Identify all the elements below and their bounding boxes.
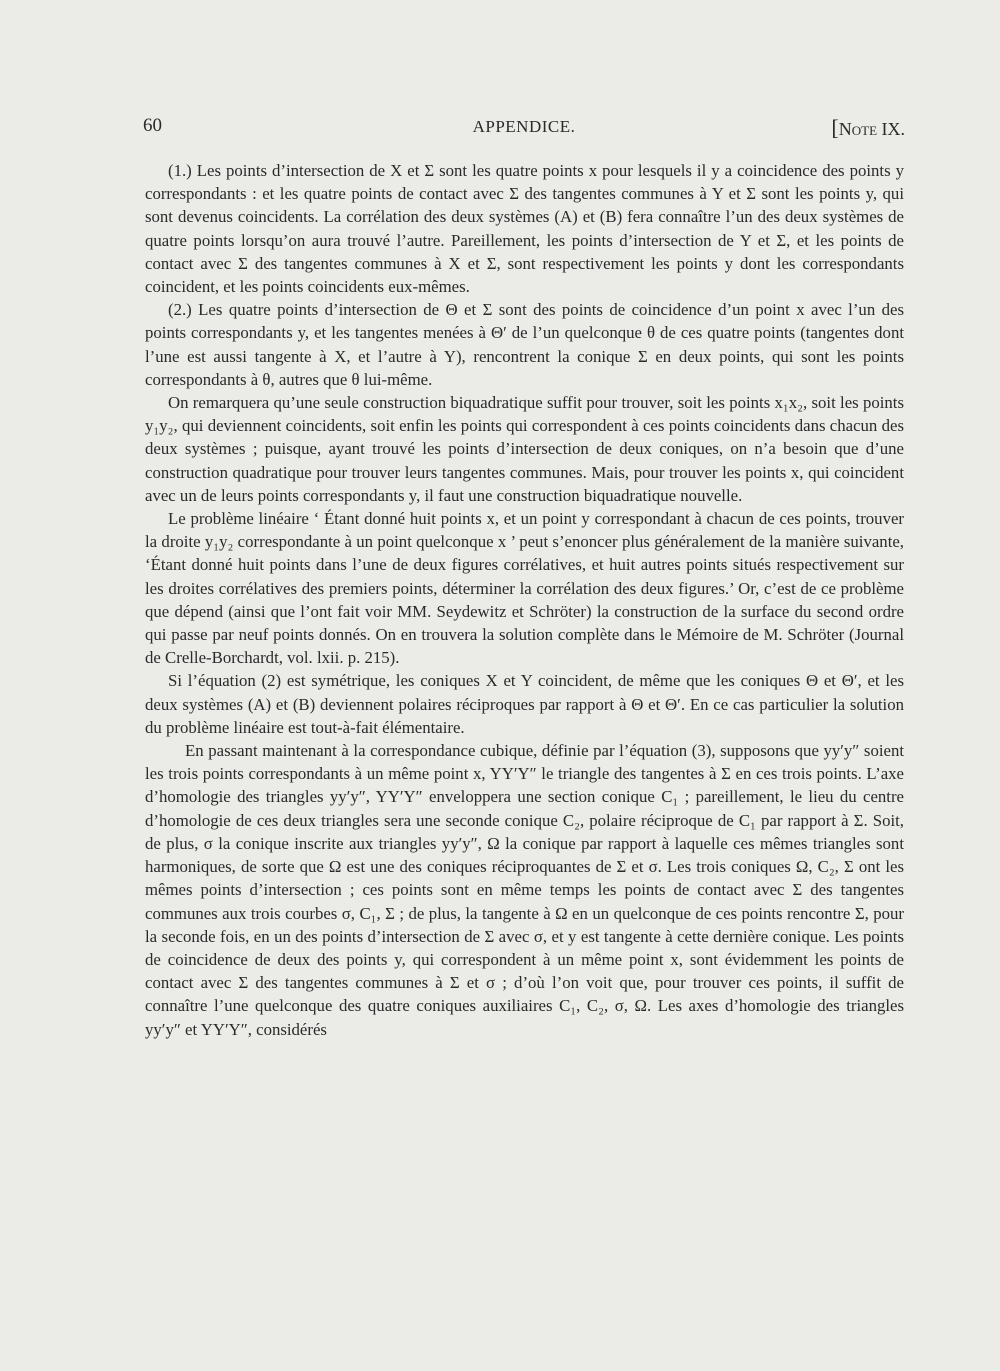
paragraph-6: En passant maintenant à la correspondance cubique, définie par l’équation (3), supposons que yy′y″ soient les trois points correspondants à un même point x, YY′Y″ le triangle des tangentes à Σ en ces trois points. L’axe d’homologie des triangles yy′y″, YY′Y″ enveloppera une section conique C₁ ; pareillement, le lieu du centre d’homologie de ces deux triangles sera une seconde conique C₂, polaire réciproque de C₁ par rapport à Σ. Soit, de plus, σ la conique inscrite aux triangles yy′y″, Ω la conique par rapport à laquelle ces mêmes triangles sont harmoniques, de sorte que Ω est une des coniques réciproquantes de Σ et σ. Les trois coniques Ω, C₂, Σ ont les mêmes points d’intersection ; ces points sont en même temps les points de contact avec Σ des tangentes communes aux trois courbes σ, C₁, Σ ; de plus, la tangente à Ω en un quelconque de ces points rencontre Σ, pour la seconde fois, en un des points d’intersection de Σ avec σ, et y est tangente à cette dernière conique. Les points de coincidence de deux des points y, qui correspondent à un même point x, sont évidemment les points de contact avec Σ des tangentes communes à Σ et σ ; d’où l’on voit que, pour trouver ces points, il suffit de connaître l’une quelconque des quatre coniques auxiliaires C₁, C₂, σ, Ω. Les axes d’homologie des triangles yy′y″ et YY′Y″, considérés bbox=[145, 741, 904, 1039]
paragraph-5: Si l’équation (2) est symétrique, les coniques X et Y coincident, de même que les coniques Θ et Θ′, et les deux systèmes (A) et (B) deviennent polaires réciproques par rapport à Θ et Θ′. En ce cas particulier la solution du problème linéaire est tout-à-fait élémentaire. bbox=[145, 671, 904, 737]
running-title: APPENDICE. bbox=[472, 117, 576, 136]
page-number: 60 bbox=[143, 115, 162, 136]
note-label: Note IX. bbox=[838, 119, 905, 139]
page-body bbox=[145, 159, 904, 1041]
paragraph-1: (1.) Les points d’intersection de X et Σ sont les quatre points x pour lesquels il y a coincidence des points y correspondants : et les quatre points de contact avec Σ des tangentes communes à Y et Σ sont les points y, qui sont devenus coincidents. La corrélation des deux systèmes (A) et (B) fera connaître l’un des deux systèmes de quatre points lorsqu’on aura trouvé l’autre. Pareillement, les points d’intersection de Y et Σ, et les points de contact avec Σ des tangentes communes à X et Σ, sont respectivement les points y dont les correspondants coincident, et les points coincidents eux-mêmes. bbox=[145, 161, 904, 297]
page-header bbox=[143, 115, 905, 141]
paragraph-2: (2.) Les quatre points d’intersection de Θ et Σ sont des points de coincidence d’un point x avec l’un des points correspondants y, et les tangentes menées à Θ′ de l’un quelconque θ de ces quatre points (tangentes dont l’une est aussi tangente à X, et l’autre à Y), rencontrent la conique Σ en deux points, qui sont les points correspondants à θ, autres que θ lui-même. bbox=[145, 300, 904, 389]
paragraph-3: On remarquera qu’une seule construction biquadratique suffit pour trouver, soit les points x₁x₂, soit les points y₁y₂, qui deviennent coincidents, soit enfin les points qui correspondent à ces points coincidents dans chacun des deux systèmes ; puisque, ayant trouvé les points d’intersection de deux coniques, on n’a besoin que d’une construction quadratique pour trouver leurs tangentes communes. Mais, pour trouver les points x, qui coincident avec un de leurs points correspondants y, il faut une construction biquadratique nouvelle. bbox=[145, 393, 904, 505]
paragraph-4: Le problème linéaire ‘ Étant donné huit points x, et un point y correspondant à chacun de ces points, trouver la droite y₁y₂ correspondante à un point quelconque x ’ peut s’enoncer plus généralement de la manière suivante, ‘Étant donné huit points dans l’une de deux figures corrélatives, et huit autres points situés respectivement sur les droites corrélatives des premiers points, déterminer la corrélation des deux figures.’ Or, c’est de ce problème que dépend (ainsi que l’ont fait voir MM. Seydewitz et Schröter) la construction de la surface du second ordre qui passe par neuf points donnés. On en trouvera la solution complète dans le Mémoire de M. Schröter (Journal de Crelle-Borchardt, vol. lxii. p. 215). bbox=[145, 509, 904, 668]
note-reference: [Note IX. bbox=[831, 115, 905, 140]
